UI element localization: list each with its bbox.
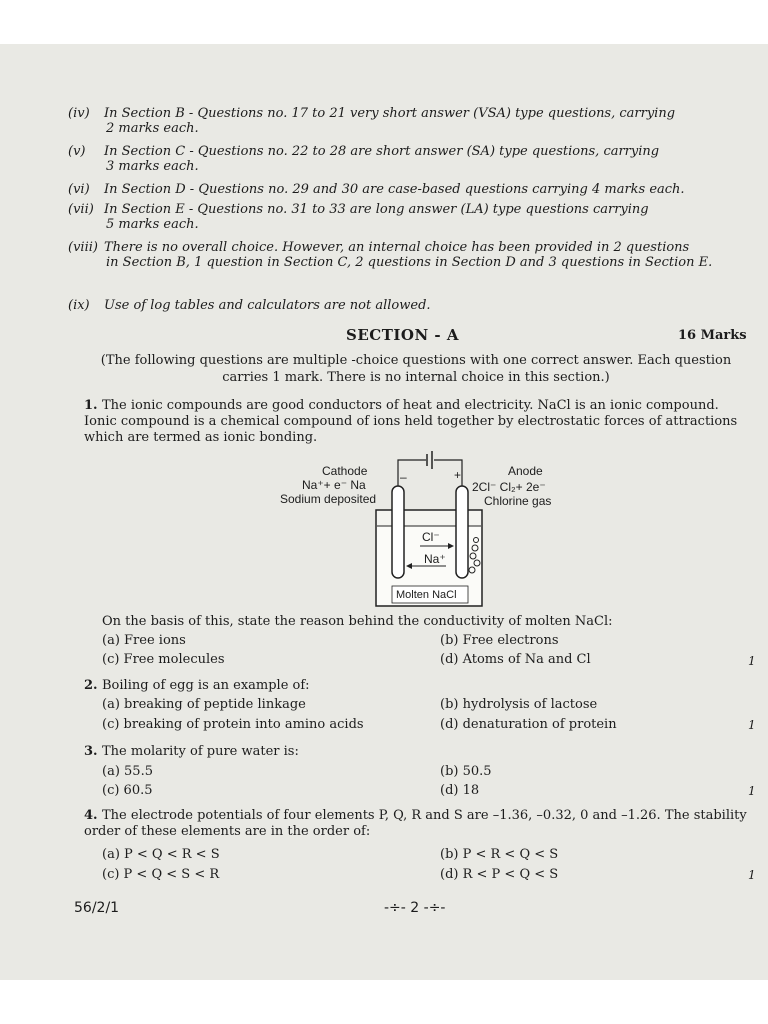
q4-option-a[interactable]: (a) P < Q < R < S <box>102 847 220 862</box>
question-2: 2. Boiling of egg is an example of: <box>84 678 310 693</box>
instruction-iv: (iv) In Section B - Questions no. 17 to 21 very short answer (VSA) type questions, carrying 2 marks each. <box>68 106 676 136</box>
question-1: 1. The ionic compounds are good conductors of heat and electricity. NaCl is an ionic compound. Ionic compound is a chemical compound of ions held together by electrostatic forces of attractions which are termed as ionic bonding. <box>84 398 738 445</box>
instruction-viii: (viii) There is no overall choice. However, an internal choice has been provided in 2 questions in Section B, 1 question in Section C, 2 questions in Section D and 3 questions in Section E. <box>68 240 713 270</box>
q2-option-d[interactable]: (d) denaturation of protein <box>440 717 617 732</box>
instruction-vii: (vii) In Section E - Questions no. 31 to 33 are long answer (LA) type questions carrying 5 marks each. <box>68 202 649 232</box>
q1-option-b[interactable]: (b) Free electrons <box>440 633 559 648</box>
instruction-vi: (vi) In Section D - Questions no. 29 and 30 are case-based questions carrying 4 marks each. <box>68 182 685 197</box>
q4-option-b[interactable]: (b) P < R < Q < S <box>440 847 559 862</box>
q1-marks: 1 <box>748 654 756 668</box>
q3-option-c[interactable]: (c) 60.5 <box>102 783 153 798</box>
q4-marks: 1 <box>748 868 756 882</box>
negative-terminal: – <box>400 470 407 484</box>
cathode-note: Sodium deposited <box>280 492 377 506</box>
instruction-v: (v) In Section C - Questions no. 22 to 28 are short answer (SA) type questions, carrying 3 marks each. <box>68 144 660 174</box>
q2-option-b[interactable]: (b) hydrolysis of lactose <box>440 697 598 712</box>
q1-option-a[interactable]: (a) Free ions <box>102 633 186 648</box>
anode-equation: 2Cl⁻ Cl₂+ 2e⁻ <box>472 480 546 494</box>
page-number: -÷- 2 -÷- <box>384 900 446 916</box>
cathode-label: Cathode <box>322 464 368 478</box>
instruction-ix: (ix) Use of log tables and calculators are not allowed. <box>68 298 431 313</box>
section-note: (The following questions are multiple -choice questions with one correct answer. Each question carries 1 mark. There is no internal choice in this section.) <box>100 353 732 385</box>
section-title: SECTION - A <box>346 326 459 344</box>
q2-marks: 1 <box>748 718 756 732</box>
question-1-stem: On the basis of this, state the reason behind the conductivity of molten NaCl: <box>102 614 613 629</box>
q3-option-d[interactable]: (d) 18 <box>440 783 480 798</box>
sodium-ion-label: Na⁺ <box>424 552 446 566</box>
q2-option-c[interactable]: (c) breaking of protein into amino acids <box>102 717 364 732</box>
q2-option-a[interactable]: (a) breaking of peptide linkage <box>102 697 306 712</box>
question-4: 4. The electrode potentials of four elements P, Q, R and S are –1.36, –0.32, 0 and –1.26. The stability order of these elements are in the order of: <box>84 808 747 839</box>
vessel-label: Molten NaCl <box>396 589 457 601</box>
q3-marks: 1 <box>748 784 756 798</box>
q4-option-c[interactable]: (c) P < Q < S < R <box>102 867 220 882</box>
section-marks: 16 Marks <box>678 328 747 343</box>
question-3: 3. The molarity of pure water is: <box>84 744 299 759</box>
paper-code: 56/2/1 <box>74 900 120 916</box>
electrolysis-diagram <box>270 448 590 608</box>
anode-note: Chlorine gas <box>484 494 552 508</box>
anode-label: Anode <box>508 464 543 478</box>
q3-option-b[interactable]: (b) 50.5 <box>440 764 492 779</box>
positive-terminal: + <box>454 468 462 482</box>
q3-option-a[interactable]: (a) 55.5 <box>102 764 153 779</box>
q1-option-c[interactable]: (c) Free molecules <box>102 652 225 667</box>
q1-option-d[interactable]: (d) Atoms of Na and Cl <box>440 652 591 667</box>
cathode-equation: Na⁺+ e⁻ Na <box>302 478 366 492</box>
q4-option-d[interactable]: (d) R < P < Q < S <box>440 867 559 882</box>
chloride-ion-label: Cl⁻ <box>422 530 440 544</box>
